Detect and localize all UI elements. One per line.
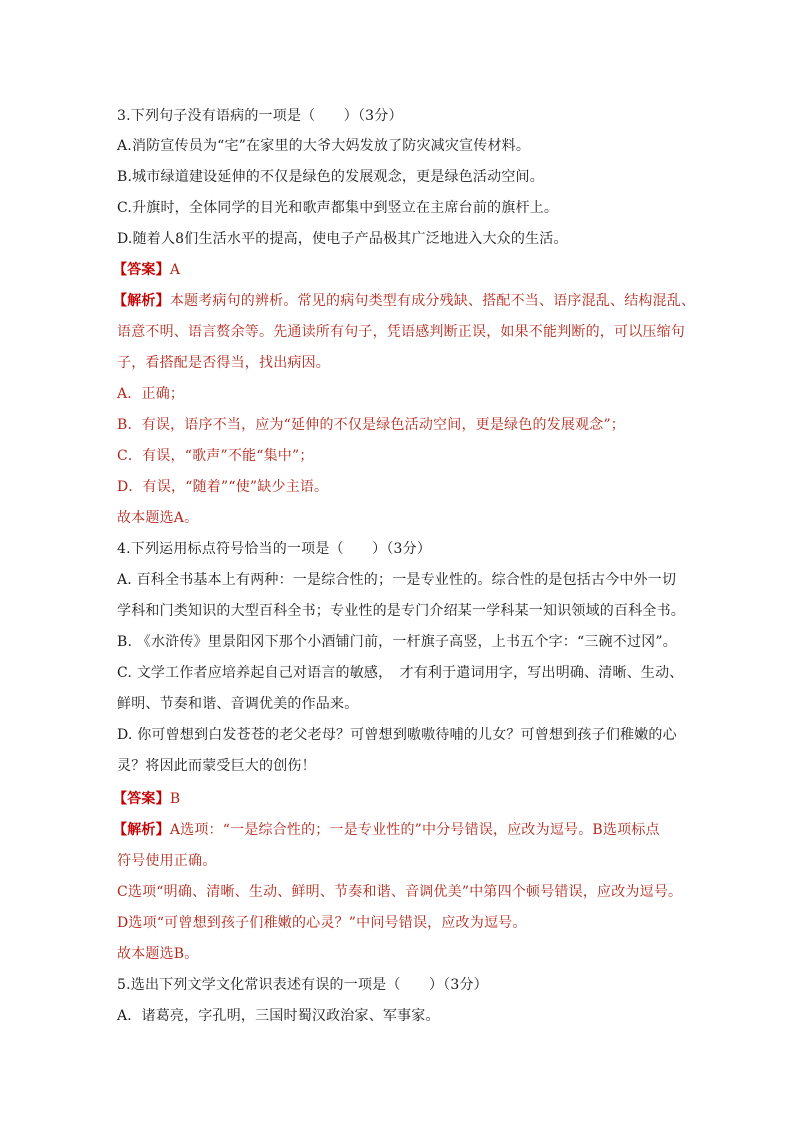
q3-note-d: D．有误，“随着”“使”缺少主语。 — [117, 479, 329, 495]
q3-option-a: A.消防宣传员为“宅”在家里的大爷大妈发放了防灾减灾宣传材料。 — [117, 138, 531, 154]
q4-note-c — [117, 882, 682, 902]
analysis-text: A选项：“一是综合性的；一是专业性的”中分号错误，应改为逗号。B选项标点 — [169, 822, 660, 838]
analysis-label: 【解析】 — [113, 822, 170, 838]
q4-option-c-line-2: 鲜明、节奏和谐、音调优美的作品来。 — [117, 696, 359, 712]
q4-option-d-line-2: 灵？将因此而蒙受巨大的创伤！ — [117, 758, 316, 774]
answer-label: 【答案】 — [113, 262, 170, 278]
q3-analysis-line-1 — [113, 291, 695, 311]
q4-answer — [113, 789, 180, 809]
q4-conclusion: 故本题选B。 — [117, 946, 199, 962]
q4-option-c-line-1: C. 文学工作者应培养起自己对语言的敏感， 才有利于遣词用字，写出明确、清晰、生动、 — [117, 665, 684, 681]
answer-value: B — [169, 791, 181, 807]
q3-option-b: B.城市绿道建设延伸的不仅是绿色的发展观念，更是绿色活动空间。 — [117, 169, 544, 185]
note-c-prefix: C选项“ — [117, 884, 164, 900]
q5-option-a: A．诸葛亮，字孔明，三国时蜀汉政治家、军事家。 — [117, 1008, 440, 1024]
q3-stem: 3.下列句子没有语病的一项是（ ）（3分） — [117, 108, 403, 124]
q4-stem: 4.下列运用标点符号恰当的一项是（ ）（3分） — [117, 541, 432, 557]
note-c-suffix: ”中第四个顿号错误，应改为逗号。 — [461, 884, 683, 900]
q4-option-d-line-1: D. 你可曾想到白发苍苍的老父老母？可曾想到嗷嗷待哺的儿女？可曾想到孩子们稚嫩的心 — [117, 727, 677, 743]
q3-option-c: C.升旗时，全体同学的目光和歌声都集中到竖立在主席台前的旗杆上。 — [117, 200, 559, 216]
q3-analysis-line-3: 子，看搭配是否得当，找出病因。 — [117, 355, 330, 371]
q3-note-b: B．有误，语序不当，应为“延伸的不仅是绿色活动空间，更是绿色的发展观念”； — [117, 417, 626, 433]
answer-value: A — [169, 262, 181, 278]
q3-option-d: D.随着人8们生活水平的提高，使电子产品极其广泛地进入大众的生活。 — [117, 231, 568, 247]
q3-answer — [113, 260, 180, 280]
q4-analysis-line-2: 符号使用正确。 — [117, 853, 217, 869]
q4-option-a-line-1: A. 百科全书基本上有两种：一是综合性的；一是专业性的。综合性的是包括古今中外一切 — [117, 572, 677, 588]
answer-label: 【答案】 — [113, 791, 170, 807]
analysis-label: 【解析】 — [113, 293, 170, 309]
q3-note-c: C．有误，“歌声”不能“集中”； — [117, 448, 314, 464]
q4-analysis-line-1 — [113, 820, 660, 840]
q3-analysis-line-2: 语意不明、语言赘余等。先通读所有句子，凭语感判断正误，如果不能判断的，可以压缩句 — [117, 324, 685, 340]
q4-option-b: B. 《水浒传》里景阳冈下那个小酒铺门前，一杆旗子高竖，上书五个字：“三碗不过冈”。 — [117, 634, 677, 650]
q3-conclusion: 故本题选A。 — [117, 510, 199, 526]
q4-note-d: D选项“可曾想到孩子们稚嫩的心灵？”中问号错误，应改为逗号。 — [117, 915, 527, 931]
q5-stem: 5.选出下列文学文化常识表述有误的一项是（ ）（3分） — [117, 977, 488, 993]
q3-note-a: A．正确； — [117, 386, 185, 402]
note-c-quote: 明确、清晰、生动、鲜明、节奏和谐、音调优美 — [163, 884, 462, 900]
q4-option-a-line-2: 学科和门类知识的大型百科全书；专业性的是专门介绍某一学科某一知识领域的百科全书。 — [117, 603, 685, 619]
analysis-text: 本题考病句的辨析。常见的病句类型有成分残缺、搭配不当、语序混乱、结构混乱、 — [169, 293, 696, 309]
